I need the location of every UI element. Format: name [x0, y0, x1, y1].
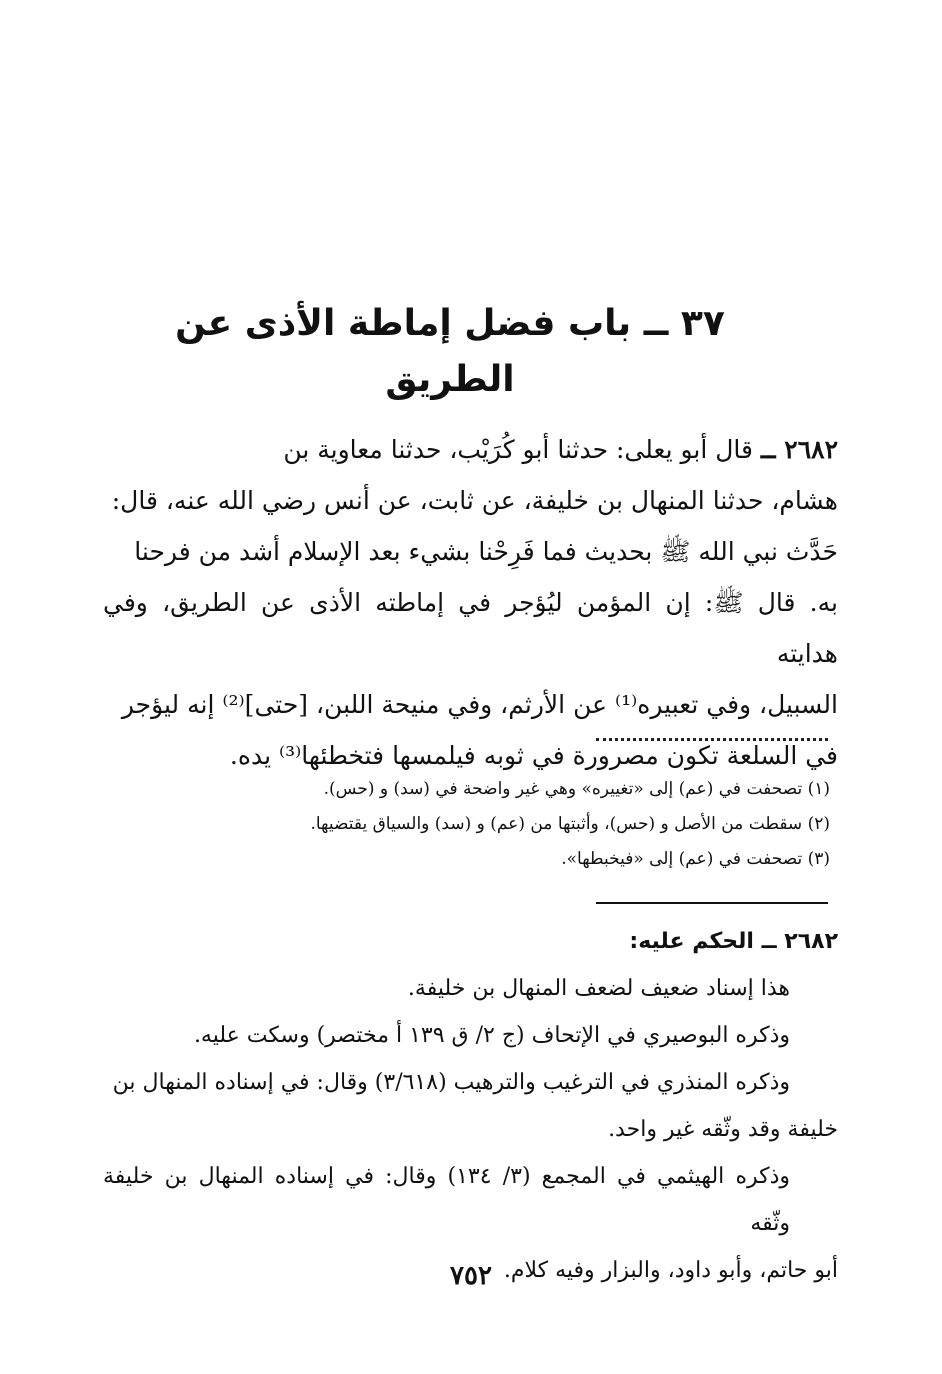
hadith-line [103, 424, 838, 475]
footnote-3: (٣) تصحفت في (عم) إلى «فيخبطها». [561, 849, 830, 869]
hadith-line: هشام، حدثنا المنهال بن خليفة، عن ثابت، عن أنس رضي الله عنه، قال: [111, 486, 838, 515]
ruling-line: وذكره الهيثمي في المجمع (٣/ ١٣٤) وقال: في إسناده المنهال بن خليفة وثّقه [103, 1164, 790, 1236]
ruling-heading: ٢٦٨٢ ــ الحكم عليه: [629, 929, 838, 954]
ruling-line: وذكره البوصيري في الإتحاف (ج ٢/ ق ١٣٩ أ مختصر) وسكت عليه. [193, 1023, 790, 1048]
footnote-2: (٢) سقطت من الأصل و (حس)، وأثبتها من (عم) و (سد) والسياق يقتضيها. [310, 814, 830, 834]
ruling-line: وذكره المنذري في الترغيب والترهيب (٣/٦١٨) وقال: في إسناده المنهال بن [112, 1070, 790, 1095]
footnotes [130, 772, 830, 877]
hadith-line: به. قال ﷺ: إن المؤمن ليُؤجر في إماطته الأذى عن الطريق، وفي هدايته [103, 588, 838, 668]
section-divider [596, 902, 828, 904]
hadith-line: في السلعة تكون مصرورة في ثوبه فيلمسها فتخطئها⁽³⁾ يده. [229, 741, 838, 770]
ruling-line: خليفة وقد وثّقه غير واحد. [608, 1117, 838, 1142]
ruling-line: هذا إسناد ضعيف لضعف المنهال بن خليفة. [407, 976, 790, 1001]
hadith-line-text: قال أبو يعلى: حدثنا أبو كُرَيْب، حدثنا معاوية بن [283, 435, 753, 464]
hadith-number: ٢٦٨٢ ــ [760, 435, 838, 464]
page-number: ٧٥٢ [450, 1261, 492, 1291]
hadith-text [103, 424, 838, 781]
chapter-title: ٣٧ ــ باب فضل إماطة الأذى عن الطريق [175, 303, 725, 400]
footnote-1: (١) تصحفت في (عم) إلى «تغييره» وهي غير واضحة في (سد) و (حس). [323, 779, 830, 799]
hadith-line: السبيل، وفي تعبيره⁽¹⁾ عن الأرثم، وفي منيحة اللبن، [حتى]⁽²⁾ إنه ليؤجر [121, 690, 838, 719]
footnote-separator [596, 738, 828, 741]
ruling-section [103, 918, 838, 1294]
ruling-line: أبو حاتم، وأبو داود، والبزار وفيه كلام. [503, 1258, 838, 1283]
hadith-line: حَدَّث نبي الله ﷺ بحديث فما فَرِحْنا بشيء بعد الإسلام أشد من فرحنا [134, 537, 838, 566]
